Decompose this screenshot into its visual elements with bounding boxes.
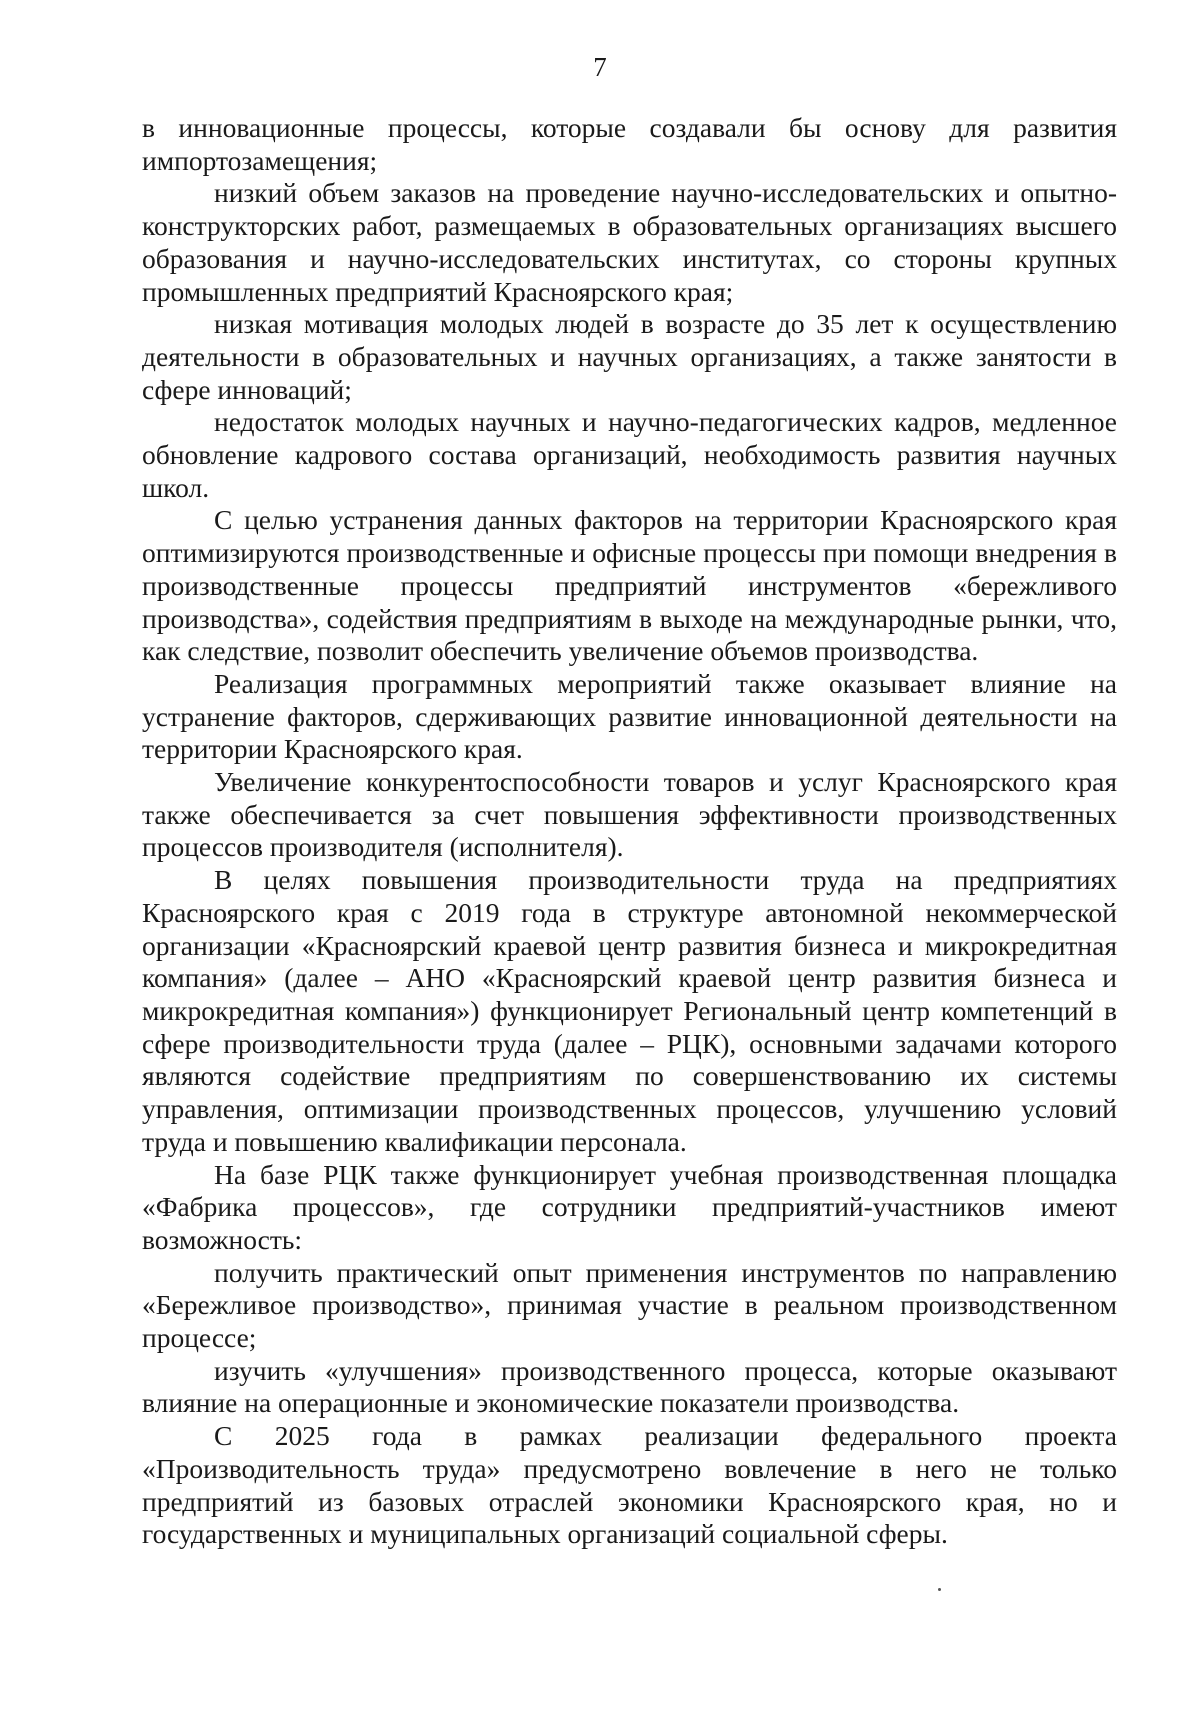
- paragraph: В целях повышения производительности труда на предприятиях Красноярского края с 2019 года в структуре автономной некоммерческой организации «Красноярский краевой центр развития бизнеса и микрокредитная компания» (далее – АНО «Красноярский краевой центр развития бизнеса и микрокредитная компания») функционирует Региональный центр компетенций в сфере производительности труда (далее – РЦК), основными задачами которого являются содействие предприятиям по совершенствованию их системы управления, оптимизации производственных процессов, улучшению условий труда и повышению квалификации персонала.: [142, 864, 1117, 1157]
- paragraph-continuation: в инновационные процессы, которые создавали бы основу для развития импортозамещения;: [142, 112, 1117, 176]
- paragraph: Реализация программных мероприятий также оказывает влияние на устранение факторов, сдерживающих развитие инновационной деятельности на территории Красноярского края.: [142, 667, 1117, 765]
- paragraph: С целью устранения данных факторов на территории Красноярского края оптимизируются производственные и офисные процессы при помощи внедрения в производственные процессы предприятий инструментов «бережливого производства», содействия предприятиям в выходе на международные рынки, что, как следствие, позволит обеспечить увеличение объемов производства.: [142, 504, 1117, 667]
- paragraph: На базе РЦК также функционирует учебная производственная площадка «Фабрика процессов», где сотрудники предприятий-участников имеют возможность:: [142, 1158, 1117, 1255]
- paragraph: получить практический опыт применения инструментов по направлению «Бережливое производство», принимая участие в реальном производственном процессе;: [142, 1256, 1117, 1354]
- paragraph: низкий объем заказов на проведение научно-исследовательских и опытно-конструкторских работ, размещаемых в образовательных организациях высшего образования и научно-исследовательских институтах, со стороны крупных промышленных предприятий Красноярского края;: [142, 177, 1117, 307]
- page-number: 7: [593, 52, 607, 82]
- scan-speck: [938, 1588, 941, 1591]
- paragraph: недостаток молодых научных и научно-педагогических кадров, медленное обновление кадрового состава организаций, необходимость развития научных школ.: [142, 406, 1117, 503]
- page-body: [142, 112, 1117, 1551]
- paragraph: изучить «улучшения» производственного процесса, которые оказывают влияние на операционные и экономические показатели производства.: [142, 1354, 1117, 1419]
- paragraph: С 2025 года в рамках реализации федерального проекта «Производительность труда» предусмотрено вовлечение в него не только предприятий из базовых отраслей экономики Красноярского края, но и государственных и муниципальных организаций социальной сферы.: [142, 1420, 1117, 1550]
- paragraph: низкая мотивация молодых людей в возрасте до 35 лет к осуществлению деятельности в образовательных и научных организациях, а также занятости в сфере инноваций;: [142, 308, 1117, 405]
- paragraph: Увеличение конкурентоспособности товаров и услуг Красноярского края также обеспечивается за счет повышения эффективности производственных процессов производителя (исполнителя).: [142, 766, 1117, 863]
